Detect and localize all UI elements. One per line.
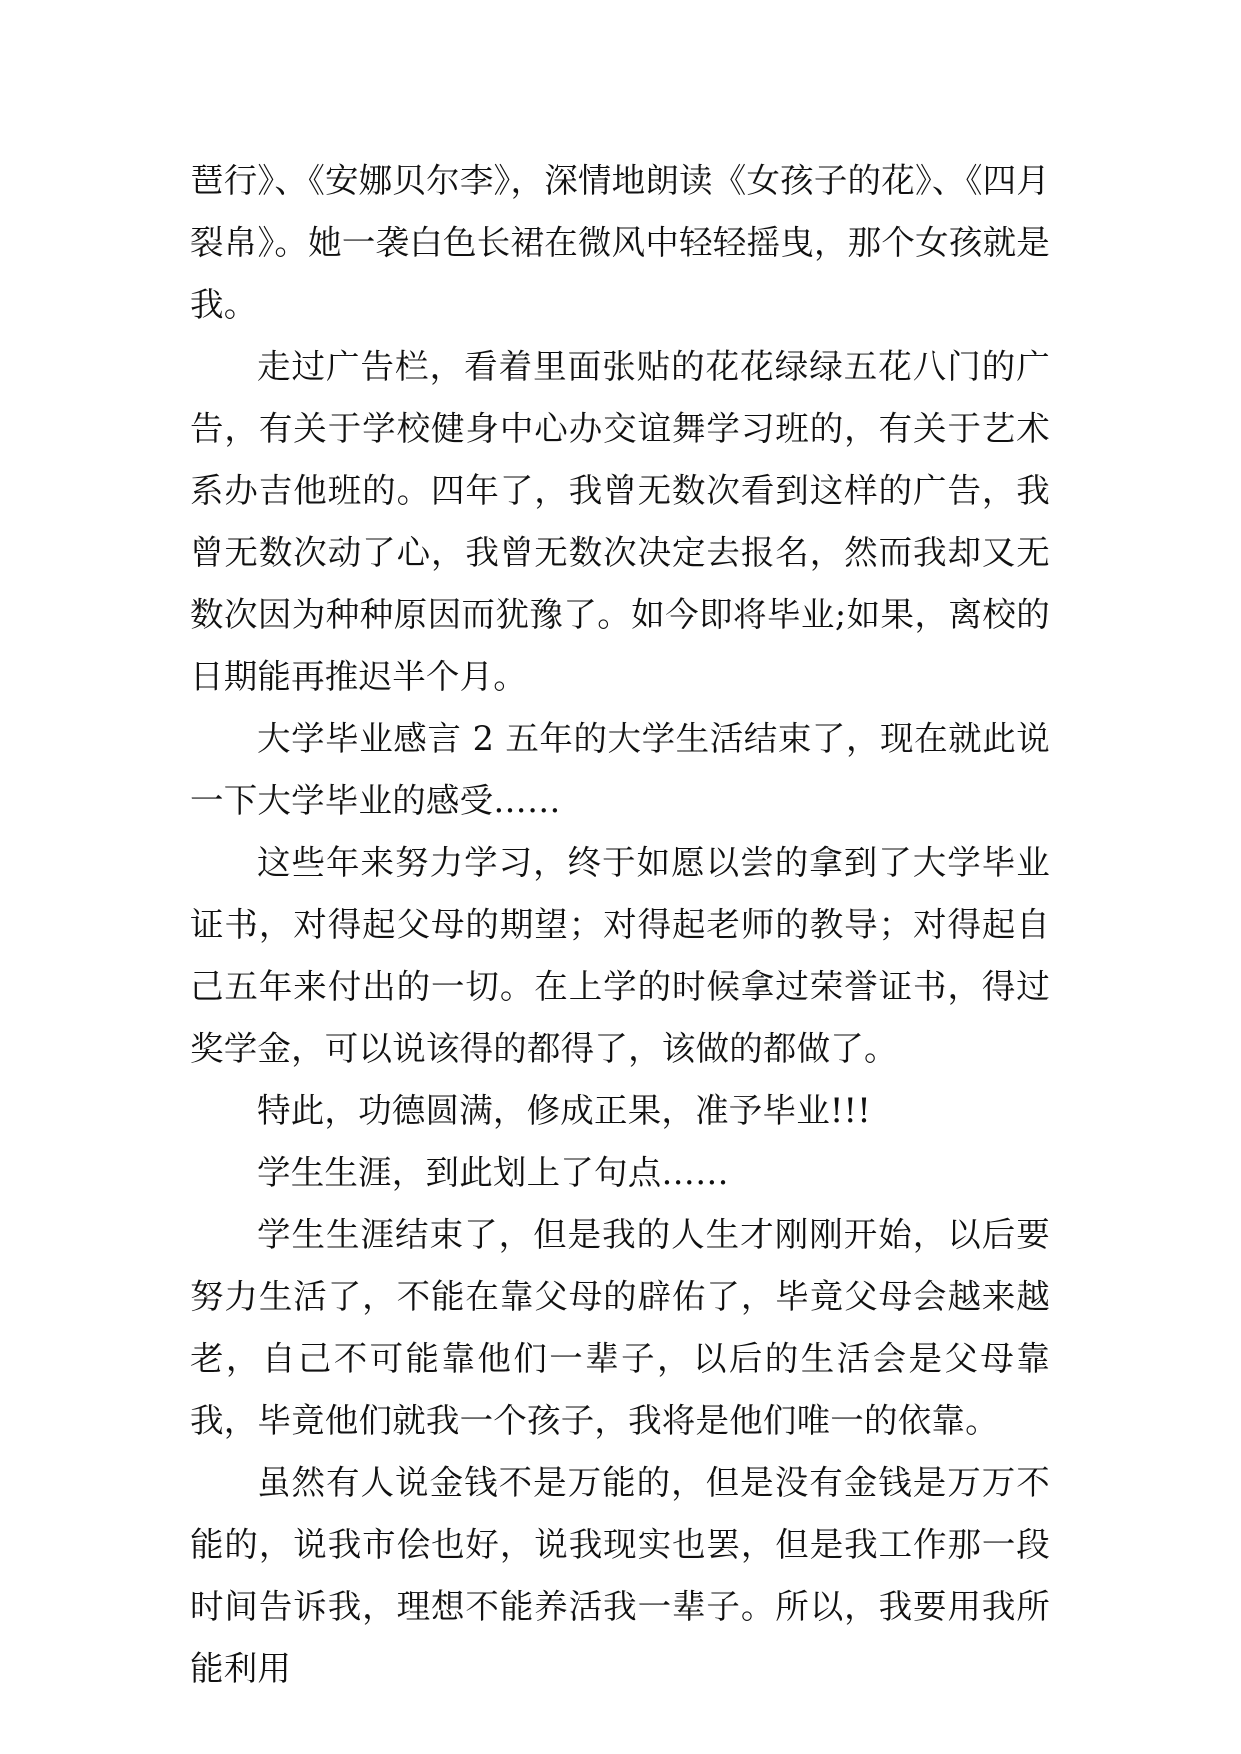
paragraph-3: 大学毕业感言 2 五年的大学生活结束了，现在就此说一下大学毕业的感受…… — [190, 719, 1050, 820]
paragraph-4: 这些年来努力学习，终于如愿以尝的拿到了大学毕业证书，对得起父母的期望；对得起老师的教导；对得起自己五年来付出的一切。在上学的时候拿过荣誉证书，得过奖学金，可以说该得的都得了，该做的都做了。 — [190, 843, 1050, 1068]
paragraph-8: 虽然有人说金钱不是万能的，但是没有金钱是万万不能的，说我市侩也好，说我现实也罢，但是我工作那一段时间告诉我，理想不能养活我一辈子。所以，我要用我所能利用 — [190, 1463, 1050, 1688]
paragraph-2: 走过广告栏，看着里面张贴的花花绿绿五花八门的广告，有关于学校健身中心办交谊舞学习班的，有关于艺术系办吉他班的。四年了，我曾无数次看到这样的广告，我曾无数次动了心，我曾无数次决定去报名，然而我却又无数次因为种种原因而犹豫了。如今即将毕业;如果，离校的日期能再推迟半个月。 — [190, 347, 1050, 696]
paragraph-7: 学生生涯结束了，但是我的人生才刚刚开始，以后要努力生活了，不能在靠父母的辟佑了，毕竟父母会越来越老，自己不可能靠他们一辈子，以后的生活会是父母靠我，毕竟他们就我一个孩子，我将是他们唯一的依靠。 — [190, 1215, 1050, 1440]
paragraph-6: 学生生涯，到此划上了句点…… — [257, 1153, 729, 1192]
paragraph-1: 琶行》、《安娜贝尔李》，深情地朗读《女孩子的花》、《四月裂帛》。她一袭白色长裙在微风中轻轻摇曳，那个女孩就是我。 — [190, 161, 1050, 324]
paragraph-5: 特此，功德圆满，修成正果，准予毕业!!! — [257, 1091, 871, 1130]
document-body — [190, 150, 1050, 1700]
